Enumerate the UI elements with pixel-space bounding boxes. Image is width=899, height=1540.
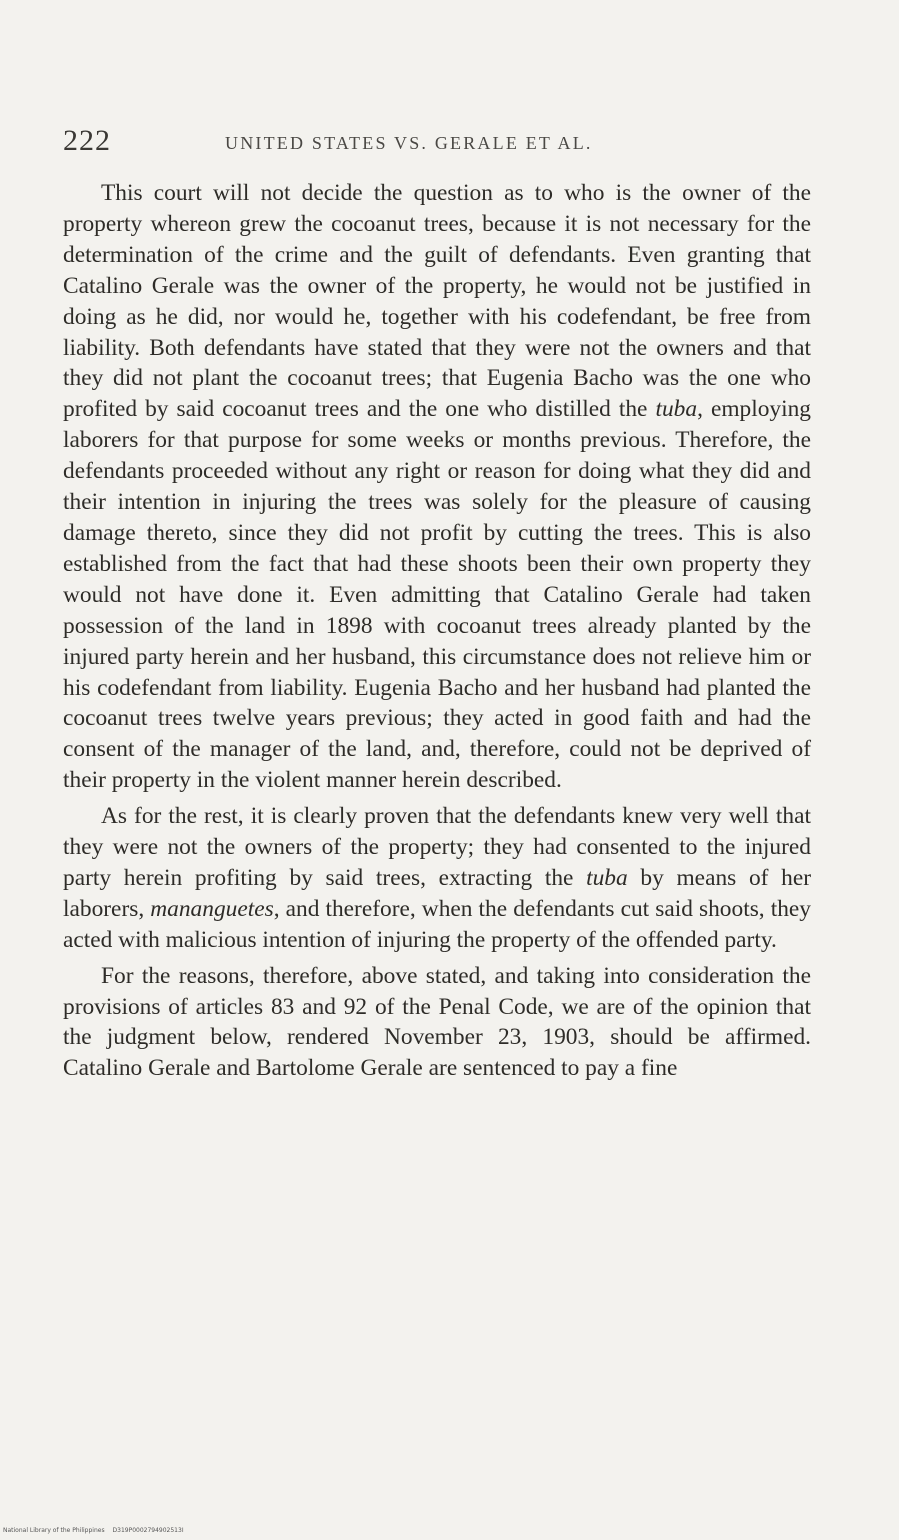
paragraph-3 (63, 961, 811, 1085)
italic-term-tuba: tuba (655, 396, 698, 423)
running-head (63, 124, 811, 164)
paragraph-text: This court will not decide the question as to who is the owner of the property whereon grew the cocoanut trees, because it is not necessary for the determination of the crime and the guilt of defendants. Even granting that Catalino Gerale was the owner of the property, he would not be justified in doing as he did, nor would he, together with his codefendant, be free from liability. Both defendants have stated that they were not the owners and that they did not plant the cocoanut trees; that Eugenia Bacho was the one who profited by said cocoanut trees and the one who distilled the (63, 180, 811, 423)
library-credit: National Library of the Philippines (3, 1527, 105, 1534)
italic-term-mananguetes: mananguetes (150, 895, 274, 922)
paragraph-text: , employing laborers for that purpose for some weeks or months previous. Therefore, the defendants proceeded without any right or reason for doing what they did and their intention in injuring the trees was solely for the pleasure of causing damage thereto, since they did not profit by cutting the trees. This is also established from the fact that had these shoots been their own property they would not have done it. Even admitting that Catalino Gerale had taken possession of the land in 1898 with cocoanut trees already planted by the injured party herein and her husband, this circumstance does not relieve him or his codefendant from liability. Eugenia Bacho and her husband had planted the cocoanut trees twelve years previous; they acted in good faith and had the consent of the manager of the land, and, therefore, could not be deprived of their property in the violent manner herein described. (63, 396, 811, 794)
paragraph-text: For the reasons, therefore, above stated, and taking into consideration the provisions of articles 83 and 92 of the Penal Code, we are of the opinion that the judgment below, rendered November 23, 1903, should be affirmed. Catalino Gerale and Bartolome Gerale are sentenced to pay a fine (63, 962, 811, 1082)
running-head-title: UNITED STATES VS. GERALE ET AL. (225, 133, 593, 153)
italic-term-tuba: tuba (586, 864, 628, 891)
page-number: 222 (63, 124, 111, 157)
paragraph-text: , and therefore, when the defendants cut said shoots, they acted with malicious intention of injuring the property of the offended party. (63, 895, 811, 953)
paragraph-text: by means of her laborers, (63, 864, 811, 922)
body-text (63, 178, 811, 1089)
paragraph-1 (63, 178, 811, 796)
paragraph-text: As for the rest, it is clearly proven that the defendants knew very well that they were not the owners of the property; they had consented to the injured party herein profiting by said trees, extracting the (63, 803, 811, 891)
scan-footer (3, 1527, 190, 1534)
scan-code: D319P0002794902513I (112, 1527, 184, 1534)
paragraph-2 (63, 801, 811, 956)
